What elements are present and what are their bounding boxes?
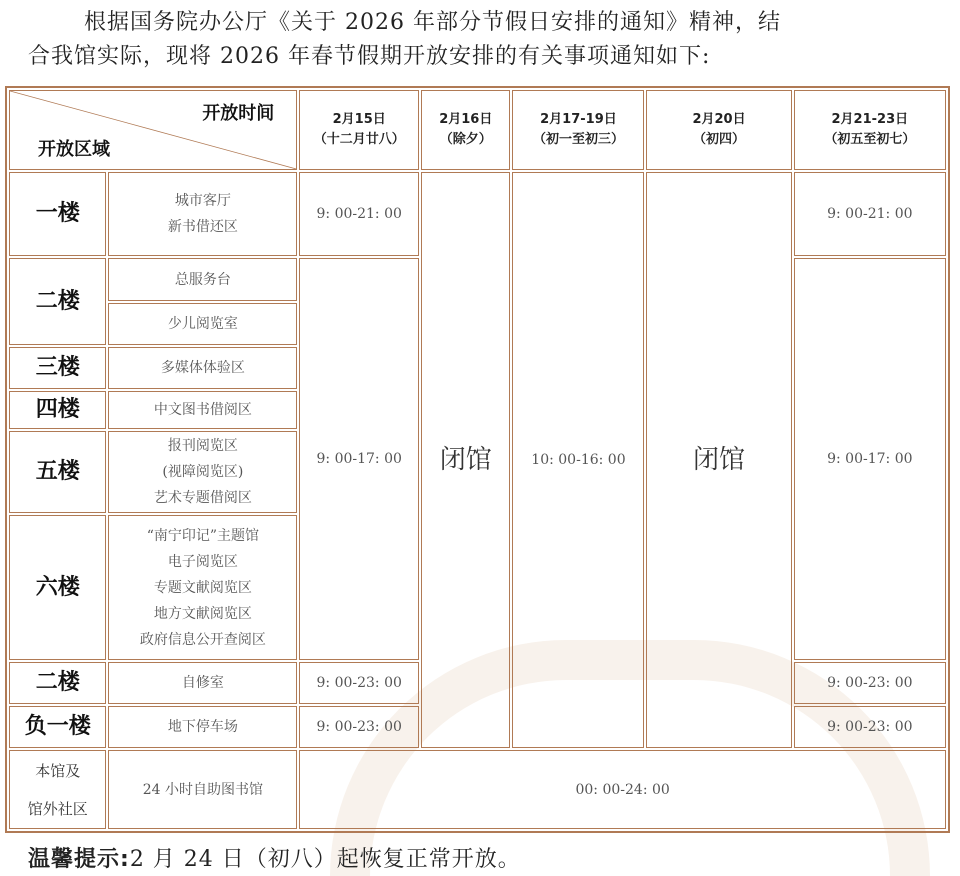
- date-header: 2月20日 （初四）: [646, 90, 791, 170]
- reminder-text: 2 月 24 日（初八）起恢复正常开放。: [129, 847, 521, 872]
- hours-cell: 9: 00-21: 00: [794, 172, 946, 256]
- area-cell: 少儿阅览室: [108, 303, 297, 345]
- date-header: 2月21-23日 （初五至初七）: [794, 90, 946, 170]
- floor-label: 六楼: [9, 515, 106, 660]
- floor-label: 四楼: [9, 391, 106, 429]
- reminder-label: 温馨提示:: [28, 847, 130, 872]
- floor-label: 一楼: [9, 172, 106, 256]
- closed-cell: 闭馆: [646, 172, 791, 748]
- intro-line-1: 根据国务院办公厅《关于 2026 年部分节假日安排的通知》精神，结: [84, 10, 781, 35]
- header-open-area: 开放区域: [38, 139, 110, 160]
- area-cell: 中文图书借阅区: [108, 391, 297, 429]
- floor-label: 二楼: [9, 662, 106, 704]
- intro-paragraph: [28, 6, 938, 74]
- floor-label: 负一楼: [9, 706, 106, 748]
- area-cell: 自修室: [108, 662, 297, 704]
- closed-cell: 闭馆: [421, 172, 510, 748]
- area-cell: 城市客厅 新书借还区: [108, 172, 297, 256]
- hours-cell: 9: 00-23: 00: [299, 662, 419, 704]
- hours-cell: 00: 00-24: 00: [299, 750, 946, 829]
- hours-cell: 10: 00-16: 00: [512, 172, 644, 748]
- hours-cell: 9: 00-17: 00: [299, 258, 419, 660]
- area-cell: “南宁印记”主题馆 电子阅览区 专题文献阅览区 地方文献阅览区 政府信息公开查阅区: [108, 515, 297, 660]
- reminder: [28, 842, 521, 873]
- hours-cell: 9: 00-23: 00: [299, 706, 419, 748]
- hours-cell: 9: 00-17: 00: [794, 258, 946, 660]
- area-cell: 24 小时自助图书馆: [108, 750, 297, 829]
- header-open-time: 开放时间: [202, 103, 275, 124]
- hours-cell: 9: 00-23: 00: [794, 706, 946, 748]
- schedule-table: [5, 86, 950, 833]
- date-header: 2月16日 （除夕）: [421, 90, 510, 170]
- intro-line-2: 合我馆实际，现将 2026 年春节假期开放安排的有关事项通知如下:: [28, 44, 711, 69]
- floor-label: 二楼: [9, 258, 106, 345]
- date-header: 2月17-19日 （初一至初三）: [512, 90, 644, 170]
- corner-header: [9, 90, 297, 170]
- date-header: 2月15日 （十二月廿八）: [299, 90, 419, 170]
- hours-cell: 9: 00-23: 00: [794, 662, 946, 704]
- area-cell: 多媒体体验区: [108, 347, 297, 389]
- area-cell: 总服务台: [108, 258, 297, 301]
- area-cell: 地下停车场: [108, 706, 297, 748]
- area-cell: 报刊阅览区 (视障阅览区) 艺术专题借阅区: [108, 431, 297, 513]
- floor-label: 三楼: [9, 347, 106, 389]
- floor-label: 本馆及 馆外社区: [9, 750, 106, 829]
- floor-label: 五楼: [9, 431, 106, 513]
- hours-cell: 9: 00-21: 00: [299, 172, 419, 256]
